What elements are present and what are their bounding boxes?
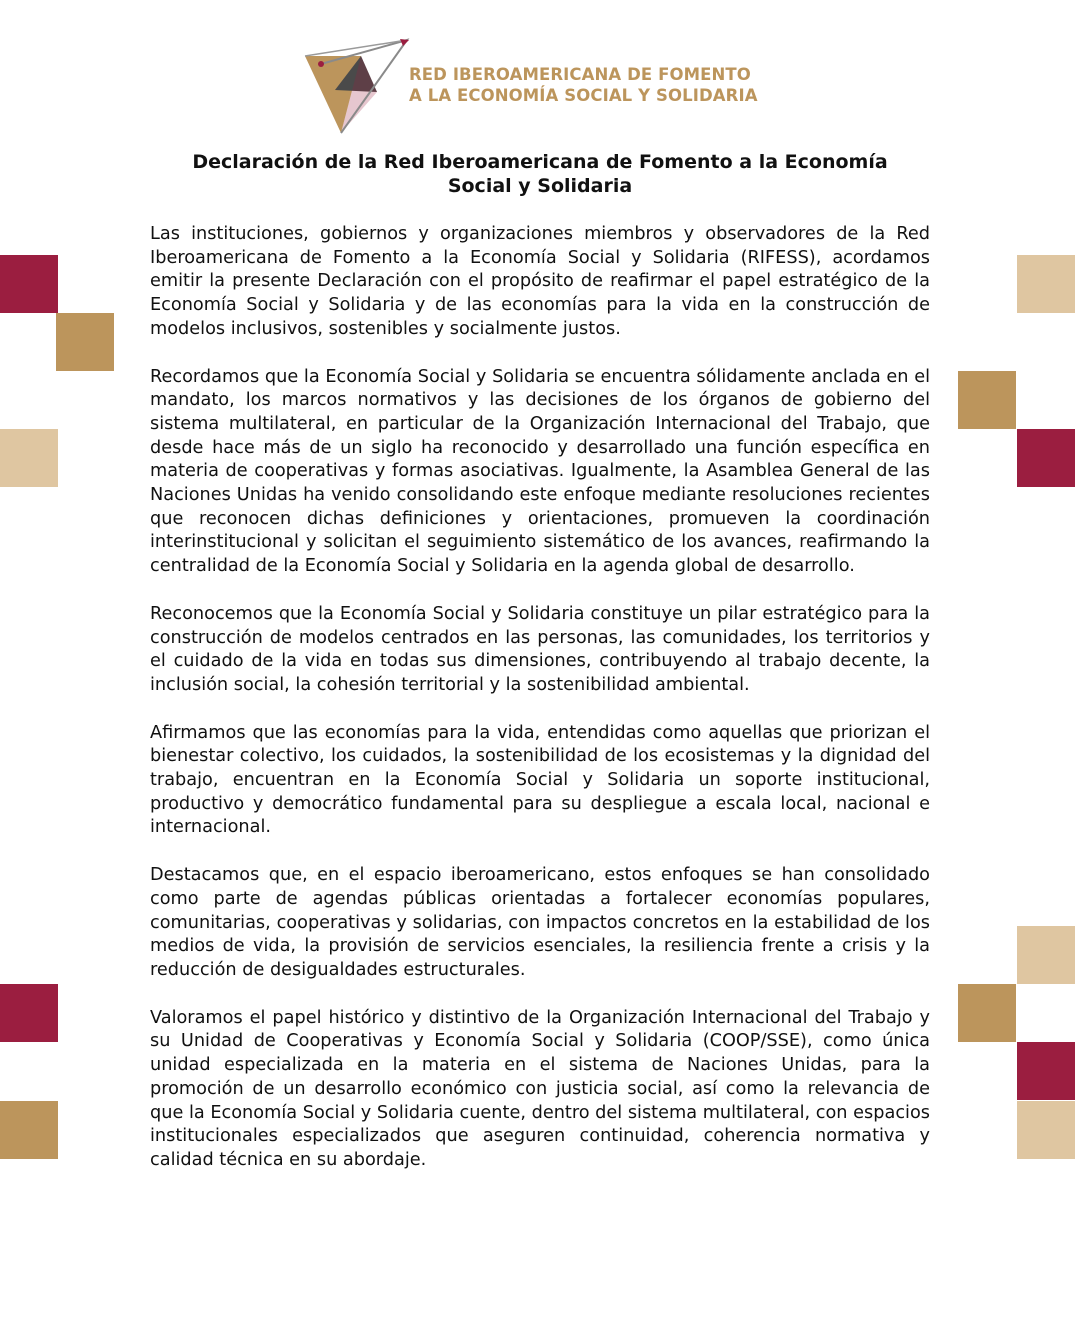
- declaration-body: [150, 223, 930, 1197]
- title-line-1: Declaración de la Red Iberoamericana de Fomento a la Economía: [192, 151, 888, 173]
- paragraph: Reconocemos que la Economía Social y Solidaria constituye un pilar estratégico para la construcción de modelos centrados en las personas, las comunidades, los territorios y el cuidado de la vida en todas sus dimensiones, contribuyendo al trabajo decente, la inclusión social, la cohesión territorial y la sostenibilidad ambiental.: [150, 603, 930, 695]
- decor-square-sand: [1017, 255, 1075, 313]
- paragraph: Las instituciones, gobiernos y organizaciones miembros y observadores de la Red Iberoamericana de Fomento a la Economía Social y Solidaria (RIFESS), acordamos emitir la presente Declaración con el propósito de reafirmar el papel estratégico de la Economía Social y Solidaria y de las economías para la vida en la construcción de modelos inclusivos, sostenibles y socialmente justos.: [150, 224, 930, 339]
- decor-square-wine: [0, 984, 58, 1042]
- decor-square-sand: [0, 429, 58, 487]
- decor-square-wine: [1017, 1042, 1075, 1100]
- decor-square-gold: [0, 1101, 58, 1159]
- paragraph: Recordamos que la Economía Social y Solidaria se encuentra sólidamente anclada en el mandato, los marcos normativos y las decisiones de los órganos de gobierno del sistema multilateral, en particular de la Organización Internacional del Trabajo, que desde hace más de un siglo ha reconocido y desarrollado una función específica en materia de cooperativas y formas asociativas. Igualmente, la Asamblea General de las Naciones Unidas ha venido consolidando este enfoque mediante resoluciones recientes que reconocen dichas definiciones y orientaciones, promueven la coordinación interinstitucional y solicitan el seguimiento sistemático de los avances, reafirmando la centralidad de la Economía Social y Solidaria en la agenda global de desarrollo.: [150, 366, 930, 577]
- page-title: [150, 150, 930, 198]
- decor-square-sand: [1017, 1101, 1075, 1159]
- decor-square-gold: [958, 984, 1016, 1042]
- paragraph: Afirmamos que las economías para la vida, entendidas como aquellas que priorizan el bienestar colectivo, los cuidados, la sostenibilidad de los ecosistemas y la dignidad del trabajo, encuentran en la Economía Social y Solidaria un soporte institucional, productivo y democrático fundamental para su despliegue a escala local, nacional e internacional.: [150, 722, 930, 838]
- organization-logo: [303, 36, 773, 136]
- title-line-2: Social y Solidaria: [447, 175, 633, 197]
- decor-square-wine: [1017, 429, 1075, 487]
- decor-square-wine: [0, 255, 58, 313]
- decor-square-gold: [56, 313, 114, 371]
- triangle-network-icon: [303, 36, 413, 136]
- paragraph: Destacamos que, en el espacio iberoamericano, estos enfoques se han consolidado como parte de agendas públicas orientadas a fortalecer economías populares, comunitarias, cooperativas y solidarias, con impactos concretos en la estabilidad de los medios de vida, la provisión de servicios esenciales, la resiliencia frente a crisis y la reducción de desigualdades estructurales.: [150, 865, 930, 980]
- decor-square-sand: [1017, 926, 1075, 984]
- paragraph: Valoramos el papel histórico y distintivo de la Organización Internacional del Trabajo y su Unidad de Cooperativas y Economía Social y Solidaria (COOP/SSE), como única unidad especializada en la materia en el sistema de Naciones Unidas, para la promoción de un desarrollo económico con justicia social, así como la relevancia de que la Economía Social y Solidaria cuente, dentro del sistema multilateral, con espacios institucionales especializados que aseguren continuidad, coherencia normativa y calidad técnica en su abordaje.: [150, 1007, 930, 1170]
- decor-square-gold: [958, 371, 1016, 429]
- logo-text-line1: RED IBEROAMERICANA DE FOMENTO: [409, 65, 751, 84]
- logo-text: [409, 64, 758, 106]
- logo-text-line2: A LA ECONOMÍA SOCIAL Y SOLIDARIA: [409, 86, 758, 105]
